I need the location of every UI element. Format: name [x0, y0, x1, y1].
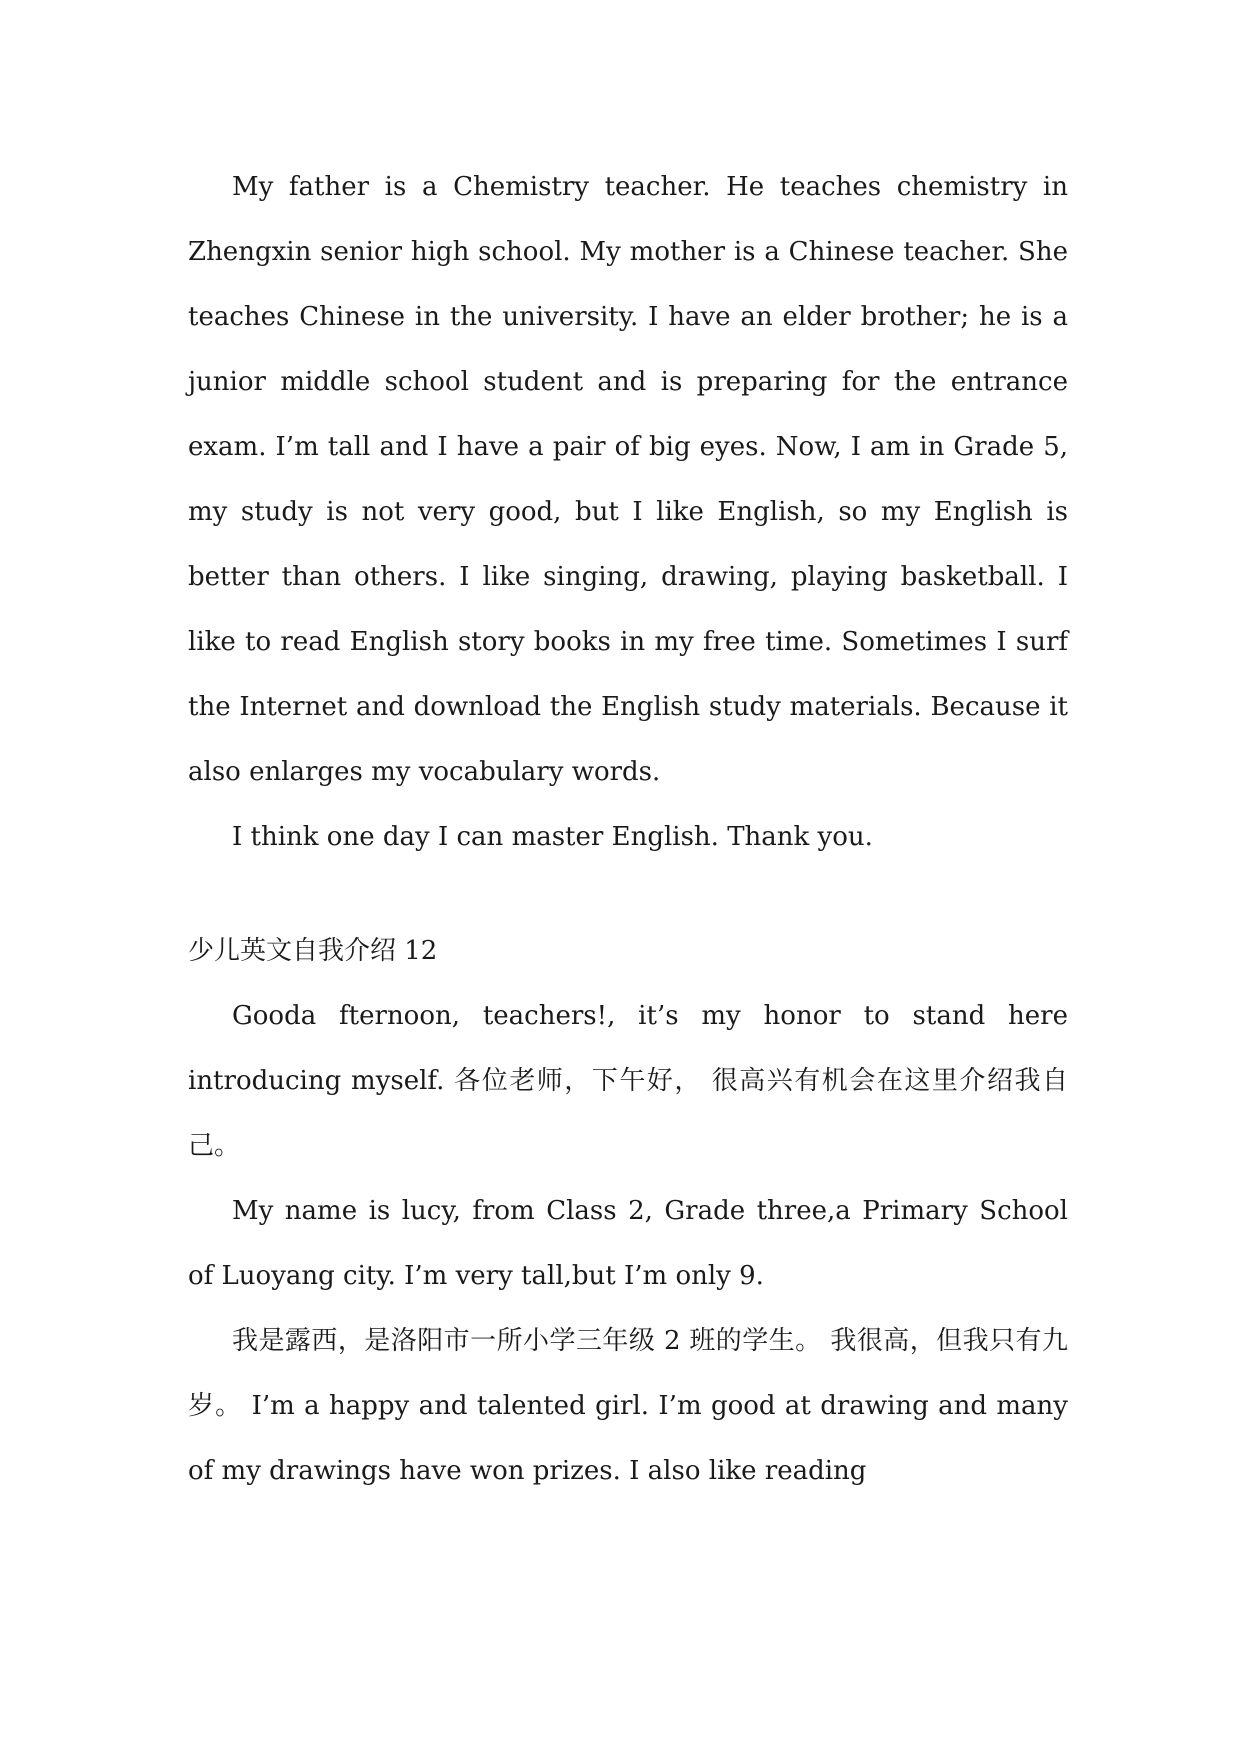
paragraph-name: My name is lucy, from Class 2, Grade three,a Primary School of Luoyang city. I’m very tall,but I’m only 9.	[188, 1196, 1068, 1291]
paragraph-greeting: Gooda fternoon, teachers!, it’s my honor to stand here introducing myself. 各位老师，下午好， 很高兴有机会在这里介绍我自己。	[188, 1001, 1068, 1161]
paragraph-family: My father is a Chemistry teacher. He teaches chemistry in Zhengxin senior high school. My mother is a Chinese teacher. She teaches Chinese in the university. I have an elder brother; he is a junior middle school student and is preparing for the entrance exam. I’m tall and I have a pair of big eyes. Now, I am in Grade 5, my study is not very good, but I like English, so my English is better than others. I like singing, drawing, playing basketball. I like to read English story books in my free time. Sometimes I surf the Internet and download the English study materials. Because it also enlarges my vocabulary words.	[188, 172, 1068, 787]
paragraph-self-description: 我是露西，是洛阳市一所小学三年级 2 班的学生。 我很高，但我只有九岁。 I’m a happy and talented girl. I’m good at drawing and many of my drawings have won prizes. I also like reading	[188, 1326, 1068, 1486]
text-column	[188, 155, 1068, 1504]
paragraph-closing: I think one day I can master English. Thank you.	[232, 822, 873, 852]
section-heading: 少儿英文自我介绍 12	[188, 936, 438, 966]
section-spacer	[188, 870, 1068, 919]
